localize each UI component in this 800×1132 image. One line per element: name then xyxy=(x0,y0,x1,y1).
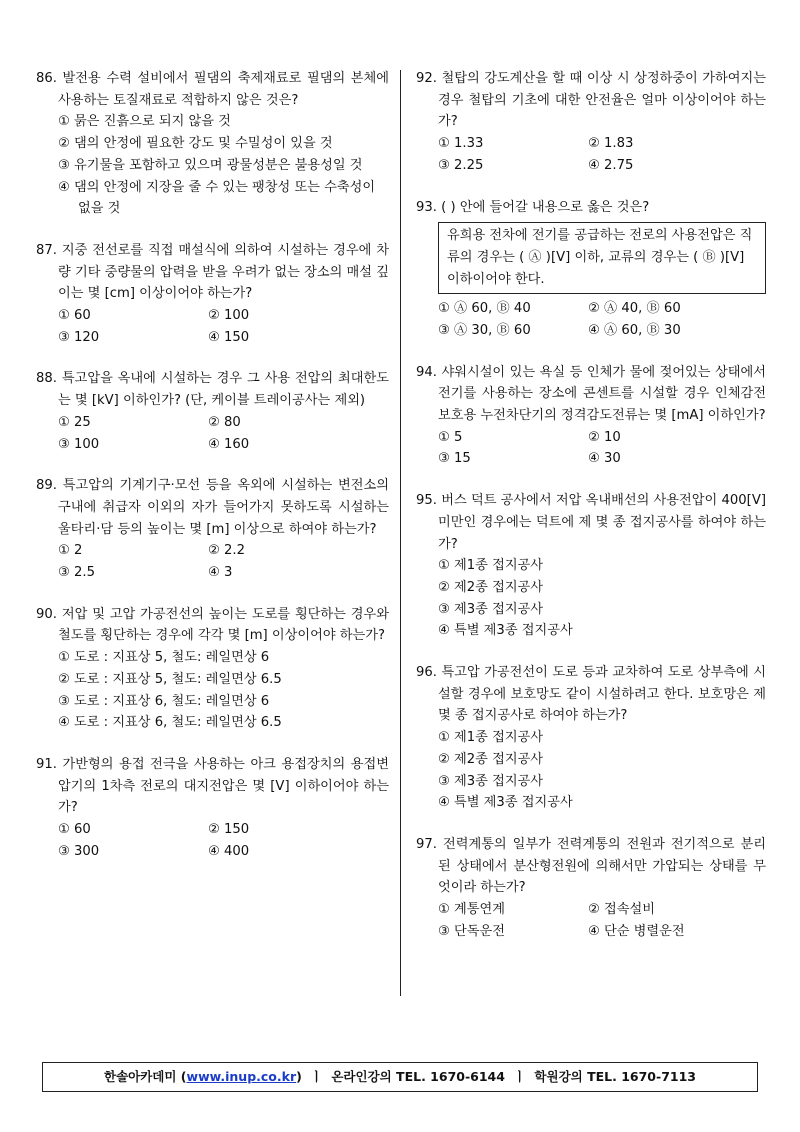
option-2: ② 2.2 xyxy=(208,543,245,559)
question-90 xyxy=(36,604,389,734)
options-list xyxy=(416,133,766,176)
column-divider xyxy=(400,70,401,996)
option-2: ② 100 xyxy=(208,308,250,324)
option-3: ③ 제3종 접지공사 xyxy=(438,601,544,617)
options-list xyxy=(416,298,766,341)
option-2: ② 접속설비 xyxy=(588,902,655,918)
option-2: ② 1.83 xyxy=(588,136,634,152)
option-4: ④ Ⓐ 60, Ⓑ 30 xyxy=(588,322,681,338)
option-4: ④ 특별 제3종 접지공사 xyxy=(438,623,573,639)
option-1: ① 도로 : 지표상 5, 철도: 레일면상 6 xyxy=(58,650,270,666)
question-text: 89. 특고압의 기계기구·모선 등을 옥외에 시설하는 변전소의 구내에 취급자 이외의 자가 들어가지 못하도록 시설하는 울타리·담 등의 높이는 몇 [m] 이상으로 하여야 하는가? xyxy=(36,478,389,537)
option-4: ④ 댐의 안정에 지장을 줄 수 있는 팽창성 또는 수축성이 없을 것 xyxy=(58,179,376,217)
option-4: ④ 2.75 xyxy=(588,157,634,173)
question-text: 87. 지중 전선로를 직접 매설식에 의하여 시설하는 경우에 차량 기타 중량물의 압력을 받을 우려가 없는 장소의 매설 깊이는 몇 [cm] 이상이어야 하는가? xyxy=(36,242,389,302)
question-92 xyxy=(416,68,766,177)
option-1: ① 5 xyxy=(438,429,463,445)
options-list xyxy=(416,727,766,814)
question-88 xyxy=(36,368,389,455)
option-1: ① 제1종 접지공사 xyxy=(438,730,544,746)
option-3: ③ 단독운전 xyxy=(438,923,505,939)
option-2: ② 제2종 접지공사 xyxy=(438,751,544,767)
question-97 xyxy=(416,834,766,943)
option-2: ② Ⓐ 40, Ⓑ 60 xyxy=(588,301,681,317)
option-4: ④ 400 xyxy=(208,843,250,859)
option-3: ③ 300 xyxy=(58,843,100,859)
question-87 xyxy=(36,240,389,349)
options-list xyxy=(416,427,766,470)
footer-contact: ㅣ 온라인강의 TEL. 1670-6144 ㅣ 학원강의 TEL. 1670-7113 xyxy=(301,1069,696,1084)
options-list xyxy=(36,647,389,734)
option-1: ① Ⓐ 60, Ⓑ 40 xyxy=(438,301,531,317)
question-text: 86. 발전용 수력 설비에서 필댐의 축제재료로 필댐의 본체에 사용하는 토질재료로 적합하지 않은 것은? xyxy=(36,71,389,108)
footer-website-link[interactable]: www.inup.co.kr xyxy=(186,1069,297,1084)
option-3: ③ 2.25 xyxy=(438,157,484,173)
options-list xyxy=(416,899,766,942)
question-93 xyxy=(416,197,766,342)
question-text: 88. 특고압을 옥내에 시설하는 경우 그 사용 전압의 최대한도는 몇 [kV] 이하인가? (단, 케이블 트레이공사는 제외) xyxy=(36,371,389,409)
option-1: ① 2 xyxy=(58,543,83,559)
options-list xyxy=(36,111,389,220)
option-1: ① 묽은 진흙으로 되지 않을 것 xyxy=(58,114,231,130)
question-96 xyxy=(416,662,766,814)
option-4: ④ 특별 제3종 접지공사 xyxy=(438,795,573,811)
options-list xyxy=(36,819,389,862)
option-2: ② 10 xyxy=(588,429,621,445)
option-3: ③ 도로 : 지표상 6, 철도: 레일면상 6 xyxy=(58,693,270,709)
question-text: 95. 버스 덕트 공사에서 저압 옥내배선의 사용전압이 400[V] 미만인 경우에는 덕트에 제 몇 종 접지공사를 하여야 하는가? xyxy=(416,493,766,552)
option-1: ① 제1종 접지공사 xyxy=(438,558,544,574)
question-text: 92. 철탑의 강도계산을 할 때 이상 시 상정하중이 가하여지는 경우 철탑의 기초에 대한 안전율은 얼마 이상이어야 하는가? xyxy=(416,71,766,130)
option-1: ① 60 xyxy=(58,822,91,838)
question-text: 94. 샤워시설이 있는 욕실 등 인체가 물에 젖어있는 상태에서 전기를 사용하는 장소에 콘센트를 시설할 경우 인체감전보호용 누전차단기의 정격감도전류는 몇 [mA] 이하인가? xyxy=(416,364,766,424)
footer-academy: 한솔아카데미 ( xyxy=(104,1069,187,1084)
option-3: ③ 유기물을 포함하고 있으며 광물성분은 불용성일 것 xyxy=(58,157,363,173)
footer-close-paren: ) xyxy=(296,1069,302,1084)
option-4: ④ 150 xyxy=(208,329,250,345)
left-column xyxy=(36,68,389,883)
option-2: ② 80 xyxy=(208,414,241,430)
option-4: ④ 30 xyxy=(588,451,621,467)
option-4: ④ 3 xyxy=(208,565,233,581)
option-2: ② 제2종 접지공사 xyxy=(438,579,544,595)
option-1: ① 계통연계 xyxy=(438,902,505,918)
options-list xyxy=(36,412,389,455)
question-95 xyxy=(416,490,766,642)
page-footer xyxy=(42,1062,758,1092)
option-3: ③ Ⓐ 30, Ⓑ 60 xyxy=(438,322,531,338)
question-94 xyxy=(416,362,766,471)
option-2: ② 150 xyxy=(208,822,250,838)
condition-box: 유희용 전차에 전기를 공급하는 전로의 사용전압은 직류의 경우는 ( Ⓐ )[V] 이하, 교류의 경우는 ( Ⓑ )[V] 이하이어야 한다. xyxy=(438,222,766,294)
option-3: ③ 15 xyxy=(438,451,471,467)
options-list xyxy=(36,540,389,583)
question-89 xyxy=(36,475,389,584)
option-2: ② 도로 : 지표상 5, 철도: 레일면상 6.5 xyxy=(58,671,282,687)
option-3: ③ 100 xyxy=(58,436,100,452)
question-86 xyxy=(36,68,389,220)
options-list xyxy=(36,305,389,348)
option-3: ③ 2.5 xyxy=(58,565,95,581)
option-4: ④ 단순 병렬운전 xyxy=(588,923,685,939)
options-list xyxy=(416,555,766,642)
option-1: ① 1.33 xyxy=(438,136,484,152)
option-3: ③ 제3종 접지공사 xyxy=(438,773,544,789)
question-text: 96. 특고압 가공전선이 도로 등과 교차하여 도로 상부측에 시설할 경우에 보호망도 같이 시설하려고 한다. 보호망은 제 몇 종 접지공사로 하여야 하는가? xyxy=(416,665,766,724)
question-text: 97. 전력계통의 일부가 전력계통의 전원과 전기적으로 분리된 상태에서 분산형전원에 의해서만 가압되는 상태를 무엇이라 하는가? xyxy=(416,836,766,896)
question-text: 91. 가반형의 용접 전극을 사용하는 아크 용접장치의 용접변압기의 1차측 전로의 대지전압은 몇 [V] 이하이어야 하는가? xyxy=(36,756,389,816)
question-91 xyxy=(36,754,389,863)
option-1: ① 25 xyxy=(58,414,91,430)
option-1: ① 60 xyxy=(58,308,91,324)
option-4: ④ 160 xyxy=(208,436,250,452)
option-4: ④ 도로 : 지표상 6, 철도: 레일면상 6.5 xyxy=(58,715,282,731)
question-text: 90. 저압 및 고압 가공전선의 높이는 도로를 횡단하는 경우와 철도를 횡단하는 경우에 각각 몇 [m] 이상이어야 하는가? xyxy=(36,606,389,644)
question-text: 93. ( ) 안에 들어갈 내용으로 옳은 것은? xyxy=(416,199,650,215)
right-column xyxy=(416,68,766,963)
option-2: ② 댐의 안정에 필요한 강도 및 수밀성이 있을 것 xyxy=(58,136,333,152)
option-3: ③ 120 xyxy=(58,329,100,345)
